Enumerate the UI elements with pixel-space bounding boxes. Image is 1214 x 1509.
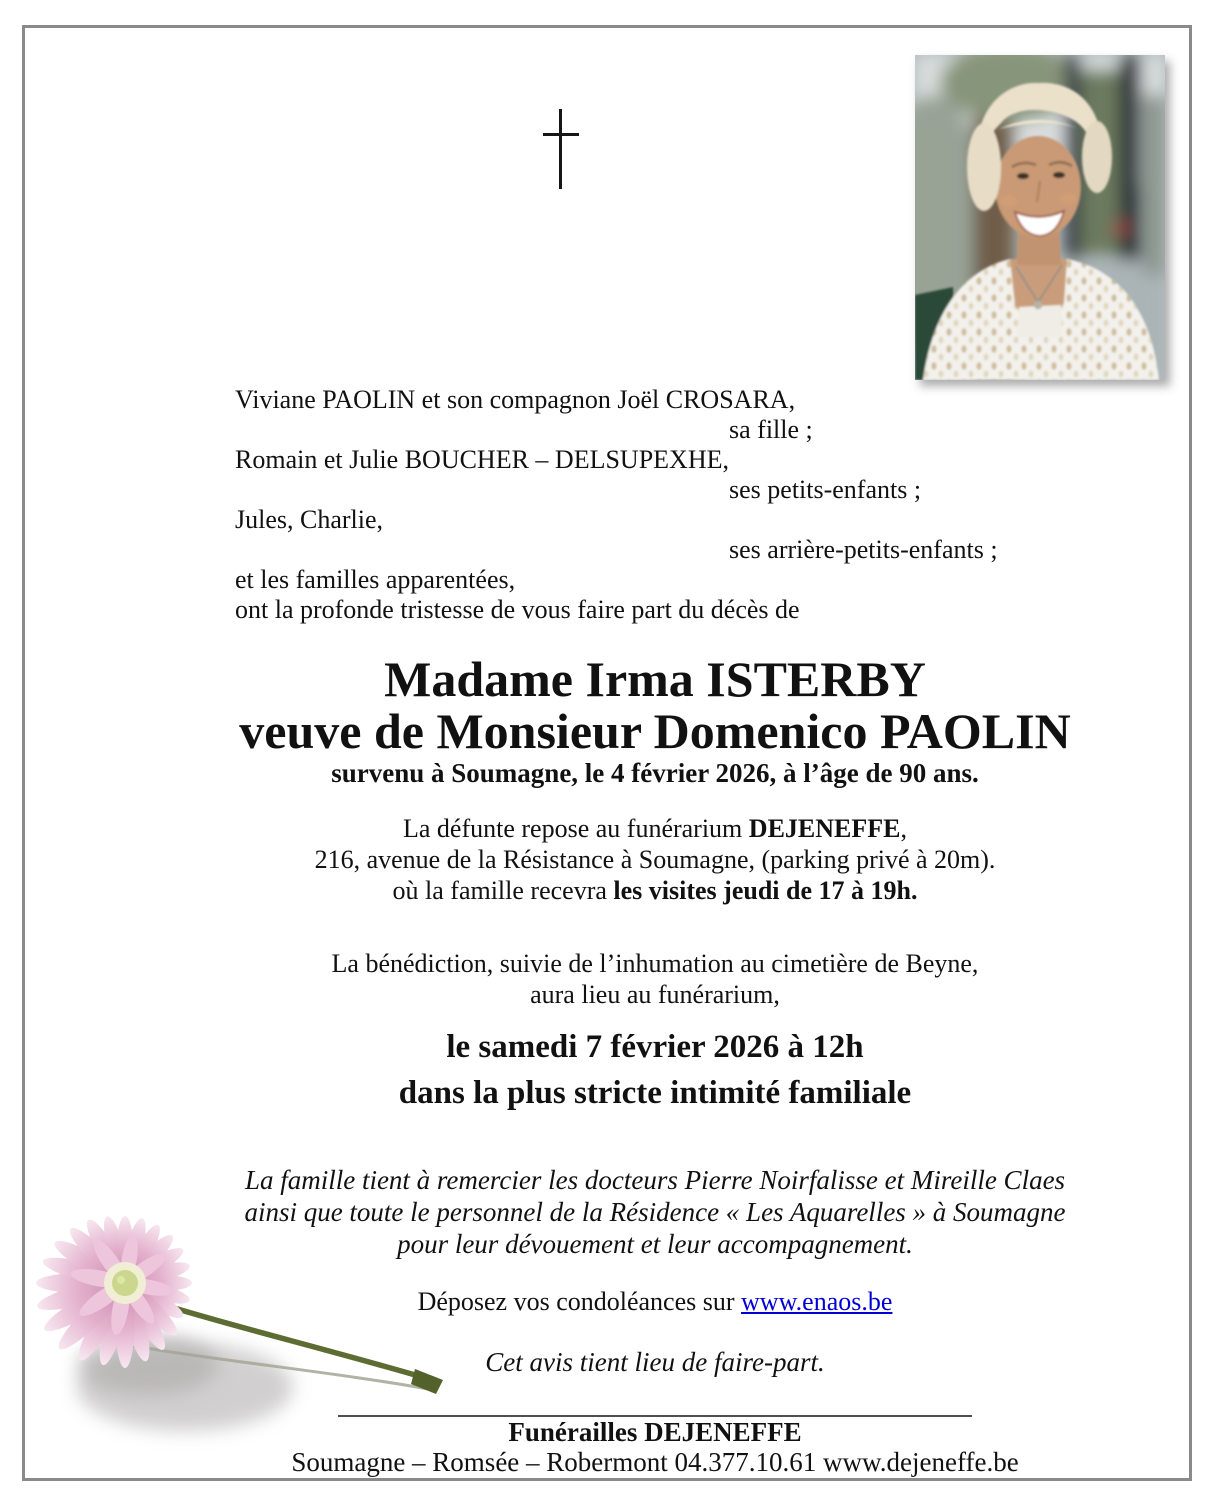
family-line: Romain et Julie BOUCHER – DELSUPEXHE, [235,445,729,474]
announcement-intro-line: ont la profonde tristesse de vous faire part du décès de [235,595,800,624]
thanks-line3: pour leur dévouement et leur accompagnement. [397,1229,913,1259]
visit-hours: les visites jeudi de 17 à 19h. [613,876,918,905]
family-relation-line: ses petits-enfants ; [729,475,922,504]
ceremony-section [235,1024,1075,1116]
funeral-home-name: DEJENEFFE [748,814,901,843]
thanks-line1: La famille tient à remercier les docteurs Pierre Noirfalisse et Mireille Claes [244,1165,1066,1195]
footer [235,1415,1075,1477]
family-line: Jules, Charlie, [235,505,384,534]
family-line: Viviane PAOLIN et son compagnon Joël CROSARA, [235,385,796,414]
enaos-link[interactable]: www.enaos.be [741,1287,893,1316]
ceremony-date: le samedi 7 février 2026 à 12h [446,1029,864,1065]
condolences-line [235,1286,1075,1318]
condolences-text: Déposez vos condoléances sur [417,1287,742,1316]
faire-part-notice: Cet avis tient lieu de faire-part. [485,1347,825,1377]
announcement-body [235,28,1075,1477]
family-relation-line: sa fille ; [729,415,813,444]
family-list [235,385,1075,625]
family-line: et les familles apparentées, [235,565,516,594]
deceased-name: Madame Irma ISTERBY [384,651,926,707]
funeral-home-title: Funérailles DEJENEFFE [508,1417,802,1447]
funeral-home-contact: Soumagne – Romsée – Robermont 04.377.10.61 www.dejeneffe.be [291,1447,1019,1477]
repose-line1: La défunte repose au funérarium DEJENEFFE, [403,814,907,843]
deceased-name-block [235,653,1075,757]
visits-line: où la famille recevra les visites jeudi de 17 à 19h. [392,876,918,905]
death-details: survenu à Soumagne, le 4 février 2026, à l’âge de 90 ans. [331,758,979,788]
repose-section [235,813,1075,906]
benediction-line2: aura lieu au funérarium, [530,980,780,1009]
ceremony-privacy: dans la plus stricte intimité familiale [398,1075,912,1111]
page-border [22,25,1192,1481]
deceased-relation: veuve de Monsieur Domenico PAOLIN [239,703,1071,759]
benediction-section [235,948,1075,1010]
family-relation-line: ses arrière-petits-enfants ; [729,535,998,564]
repose-address: 216, avenue de la Résistance à Soumagne, (parking privé à 20m). [314,845,996,874]
thanks-line2: ainsi que toute le personnel de la Résidence « Les Aquarelles » à Soumagne [244,1197,1066,1227]
thanks-section [235,1164,1075,1260]
benediction-line1: La bénédiction, suivie de l’inhumation au cimetière de Beyne, [331,949,979,978]
